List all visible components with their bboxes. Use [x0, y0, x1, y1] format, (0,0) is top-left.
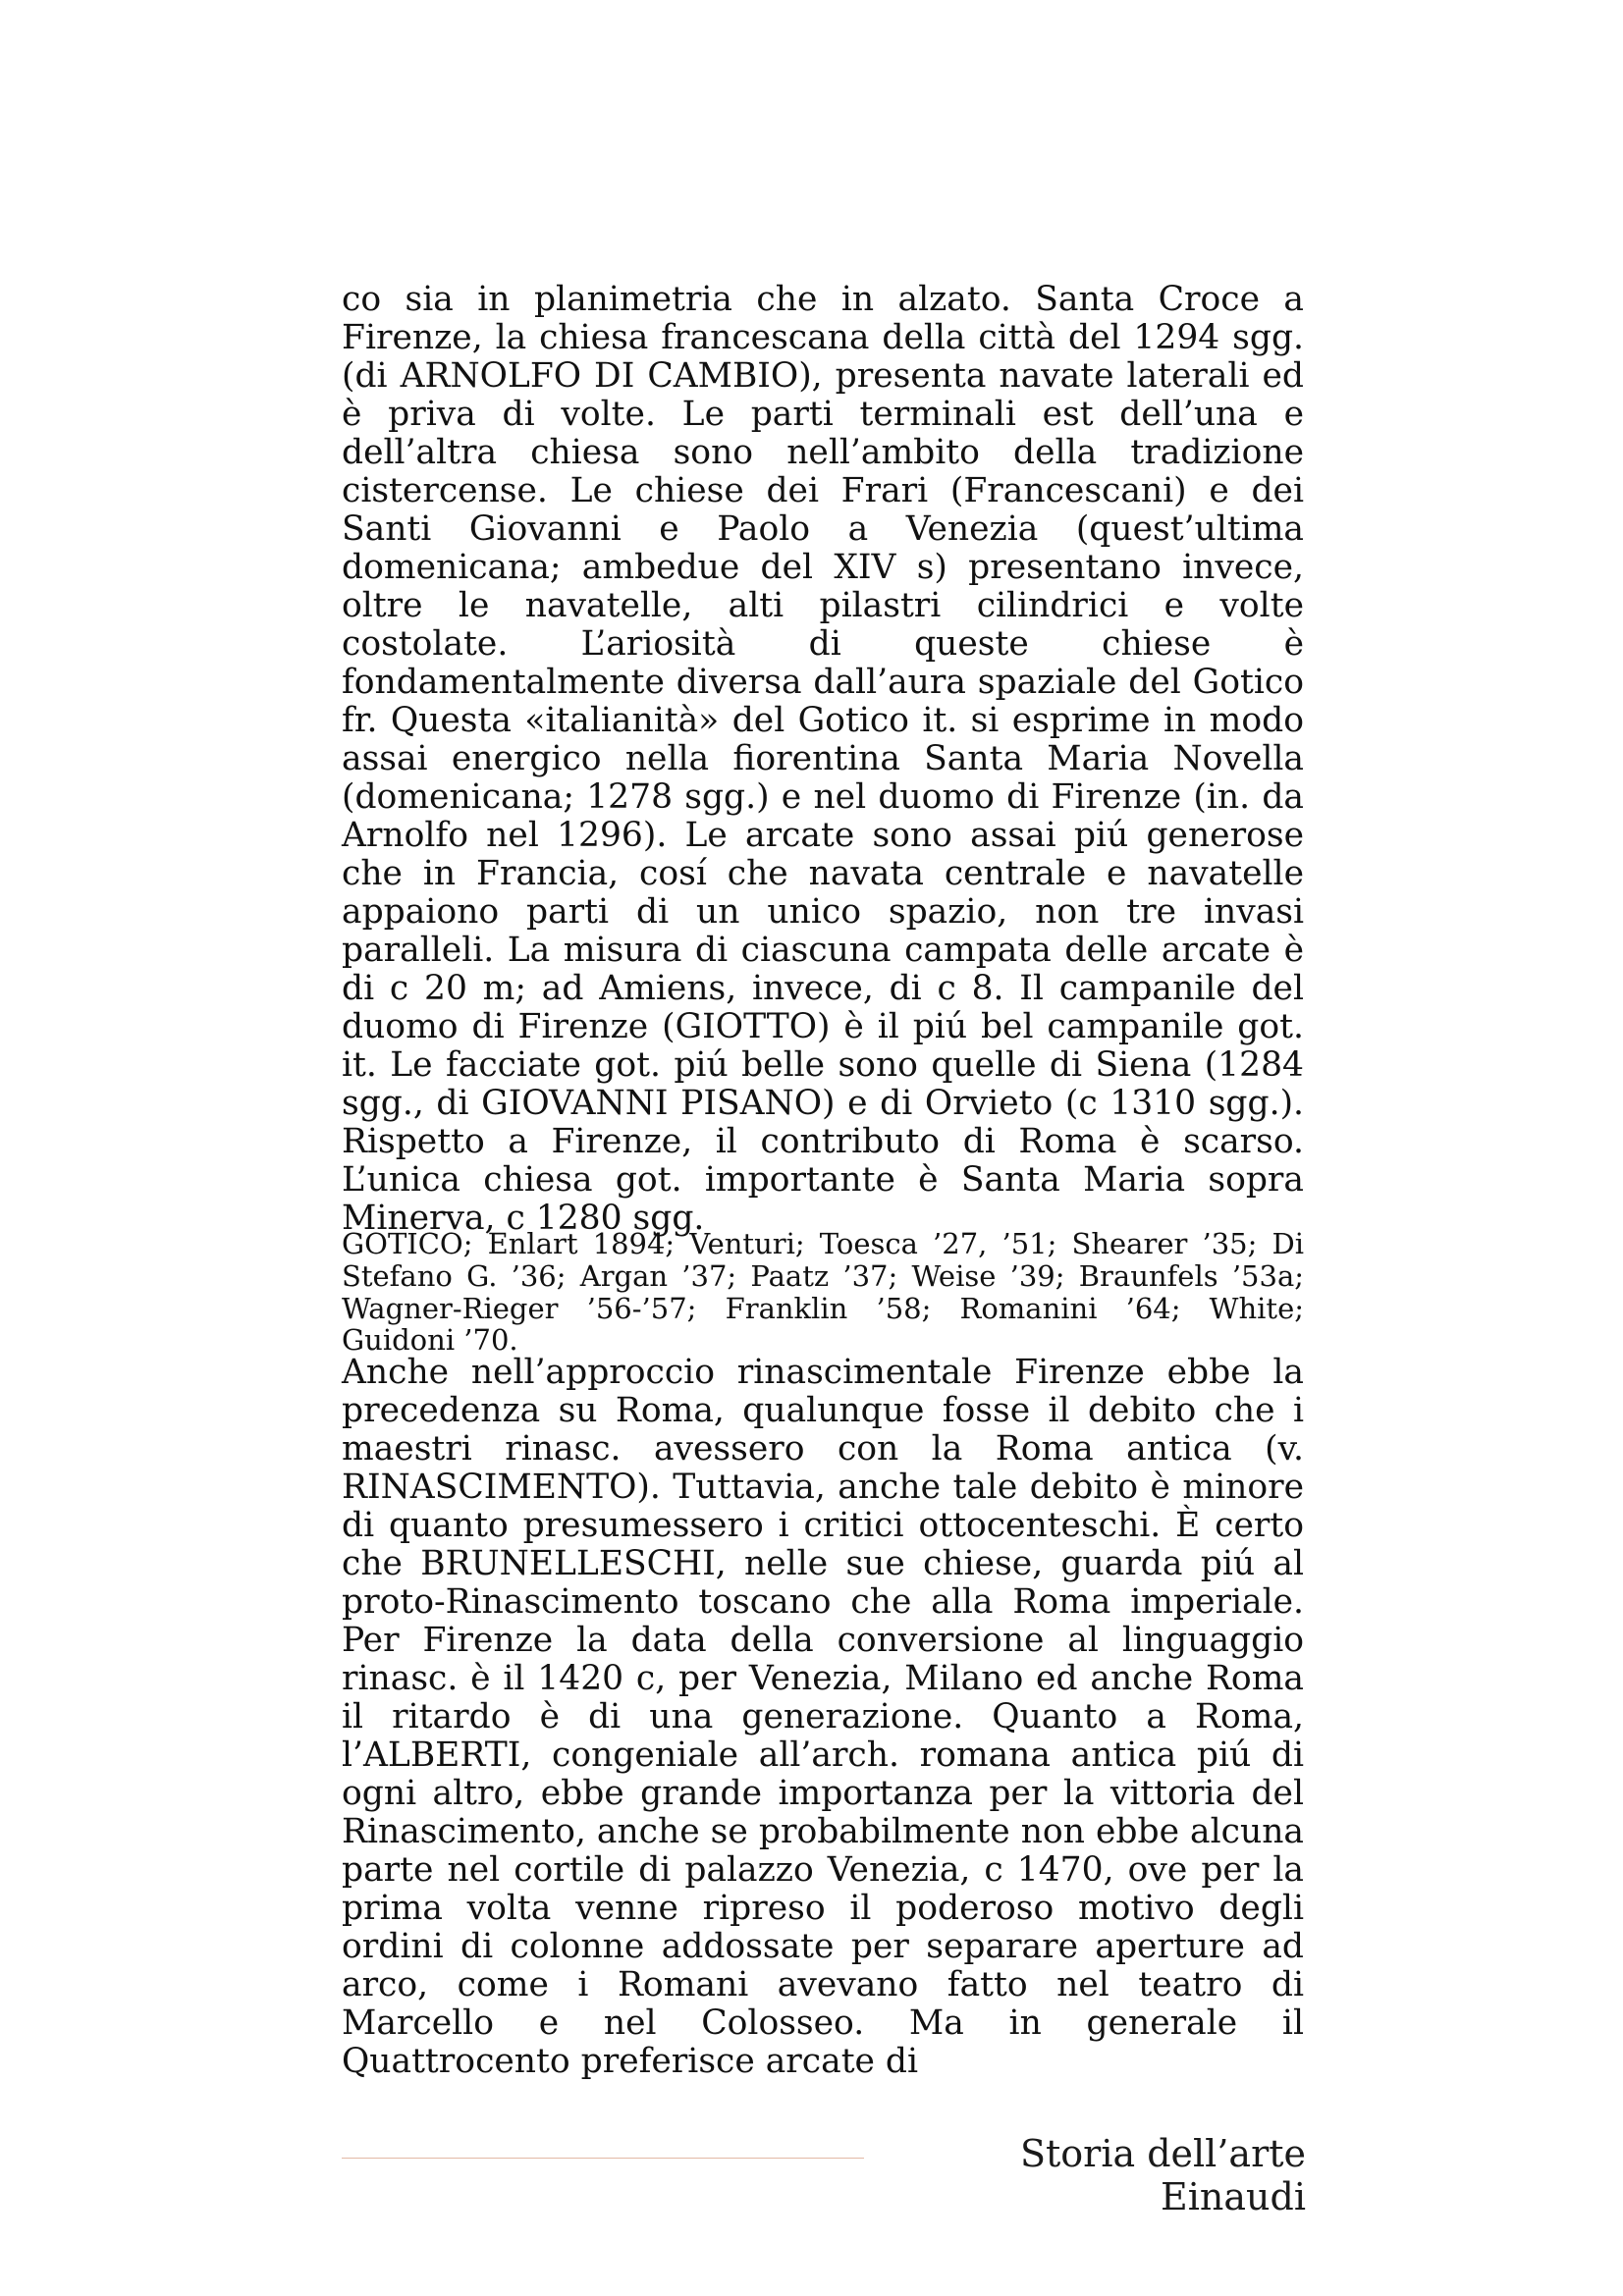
body-paragraph-2 — [342, 1354, 1304, 2081]
body-paragraph-1 — [342, 281, 1304, 1238]
footer-title: Storia dell’arte Einaudi — [1019, 2132, 1306, 2218]
paragraph-text: co sia in planimetria che in alzato. Santa Croce a Firenze, la chiesa francescana della città del 1294 sgg. (di ARNOLFO DI CAMBIO), presenta navate laterali ed è priva di volte. Le parti terminali est dell’una e dell’altra chiesa sono nell’ambito della tradizione cistercense. Le chiese dei Frari (Francescani) e dei Santi Giovanni e Paolo a Venezia (quest’ultima domenicana; ambedue del XIV s) presentano invece, oltre le navatelle, alti pilastri cilindrici e volte costolate. L’ariosità di queste chiese è fondamentalmente diversa dall’aura spaziale del Gotico fr. Questa «italianità» del Gotico it. si esprime in modo assai energico nella fiorentina Santa Maria Novella (domenicana; 1278 sgg.) e nel duomo di Firenze (in. da Arnolfo nel 1296). Le arcate sono assai piú generose che in Francia, cosí che navata centrale e navatelle appaiono parti di un unico spazio, non tre invasi paralleli. La misura di ciascuna campata delle arcate è di c 20 m; ad Amiens, invece, di c 8. Il campanile del duomo di Firenze (GIOTTO) è il piú bel campanile got. it. Le facciate got. piú belle sono quelle di Siena (1284 sgg., di GIOVANNI PISANO) e di Orvieto (c 1310 sgg.). Rispetto a Firenze, il contributo di Roma è scarso. L’unica chiesa got. importante è Santa Maria sopra Minerva, c 1280 sgg. — [342, 280, 1304, 1238]
bibliography-text: GOTICO; Enlart 1894; Venturi; Toesca ’27, ’51; Shearer ’35; Di Stefano G. ’36; Argan ’37; Paatz ’37; Weise ’39; Braunfels ’53a; Wagner-Rieger ’56-’57; Franklin ’58; Romanini ’64; White; Guidoni ’70. — [342, 1227, 1304, 1358]
footer-rule — [342, 2158, 864, 2159]
paragraph-text: Anche nell’approccio rinascimentale Firenze ebbe la precedenza su Roma, qualunque fosse il debito che i maestri rinasc. avessero con la Roma antica (v. RINASCIMENTO). Tuttavia, anche tale debito è minore di quanto presumessero i critici ottocenteschi. È certo che BRUNELLESCHI, nelle sue chiese, guarda piú al proto-Rinascimento toscano che alla Roma imperiale. Per Firenze la data della conversione al linguaggio rinasc. è il 1420 c, per Venezia, Milano ed anche Roma il ritardo è di una generazione. Quanto a Roma, l’ALBERTI, congeniale all’arch. romana antica piú di ogni altro, ebbe grande importanza per la vittoria del Rinascimento, anche se probabilmente non ebbe alcuna parte nel cortile di palazzo Venezia, c 1470, ove per la prima volta venne ripreso il poderoso motivo degli ordini di colonne addossate per separare aperture ad arco, come i Romani avevano fatto nel teatro di Marcello e nel Colosseo. Ma in generale il Quattrocento preferisce arcate di — [342, 1353, 1304, 2081]
